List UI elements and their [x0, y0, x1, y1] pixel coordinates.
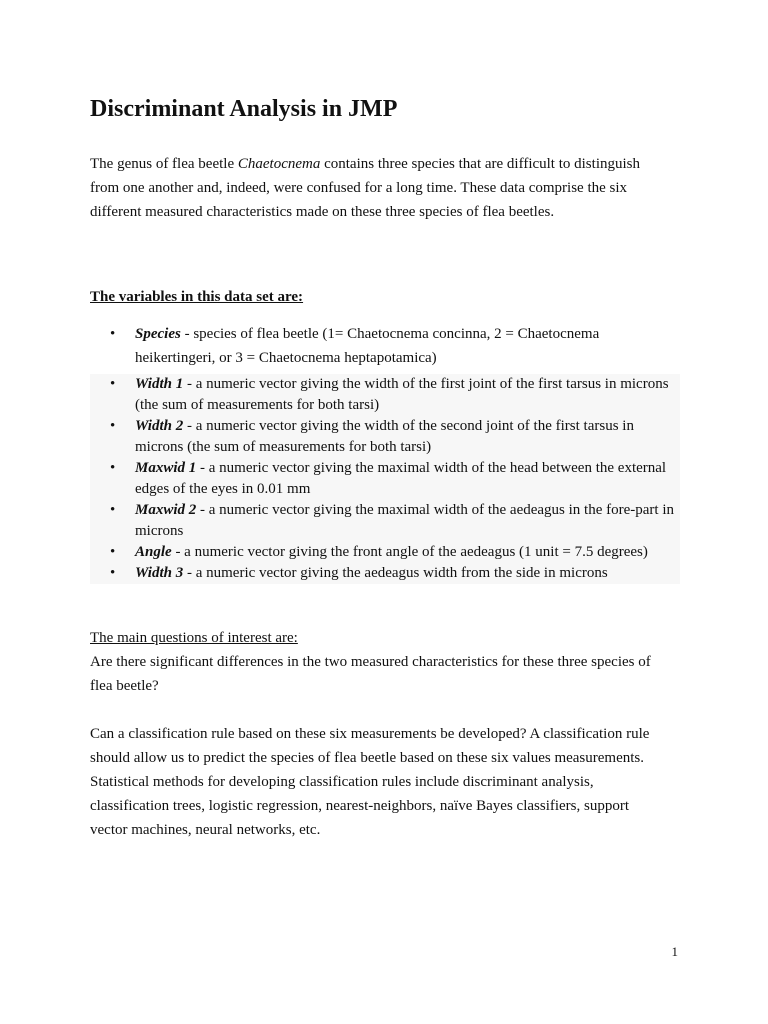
- variable-name: Width 2: [135, 418, 184, 434]
- bullet-icon: •: [110, 418, 116, 434]
- bullet-icon: •: [110, 376, 116, 392]
- variable-name: Width 1: [135, 376, 184, 392]
- variable-name: Species: [135, 326, 181, 342]
- variable-name: Angle: [135, 544, 172, 560]
- variables-heading: The variables in this data set are:: [90, 289, 304, 305]
- questions-heading: The main questions of interest are:: [90, 630, 298, 646]
- variable-name: Width 3: [135, 565, 184, 581]
- variable-description: - a numeric vector giving the front angle of the aedeagus (1 unit = 7.5 degrees): [171, 544, 648, 560]
- page-title: Discriminant Analysis in JMP: [90, 96, 398, 122]
- list-item-angle: [90, 542, 680, 563]
- variable-description: - species of flea beetle (1= Chaetocnema concinna, 2 = Chaetocnema heikertingeri, or 3 = Chaetocnema heptapotamica): [135, 326, 600, 366]
- variable-description: - a numeric vector giving the maximal width of the aedeagus in the fore-part in microns: [135, 502, 675, 539]
- list-item-width-2: [90, 416, 680, 458]
- bullet-icon: •: [110, 460, 116, 476]
- variable-name: Maxwid 2: [135, 502, 197, 518]
- list-item-width-3: [90, 563, 680, 584]
- variable-description: - a numeric vector giving the width of the second joint of the first tarsus in microns (the sum of measurements for both tarsi): [135, 418, 634, 455]
- bullet-icon: •: [110, 326, 116, 342]
- list-item-maxwid-1: [90, 458, 680, 500]
- variables-list: [90, 322, 680, 584]
- list-item-species: [90, 322, 680, 370]
- variable-description: - a numeric vector giving the maximal width of the head between the external edges of the eyes in 0.01 mm: [135, 460, 667, 497]
- question-paragraph-2: Can a classification rule based on these six measurements be developed? A classification rule should allow us to predict the species of flea beetle based on these six values measurements. Statistical methods for developing classification rules include discriminant analysis, classification trees, logistic regression, nearest-neighbors, naïve Bayes classifiers, support vector machines, neural networks, etc.: [90, 726, 650, 838]
- bullet-icon: •: [110, 544, 116, 560]
- intro-text-after: contains three species that are difficult to distinguish from one another and, indeed, were confused for a long time. These data comprise the six different measured characteristics made on these three species of flea beetles.: [90, 156, 640, 220]
- page-number: 1: [671, 944, 678, 959]
- variable-name: Maxwid 1: [135, 460, 197, 476]
- bullet-icon: •: [110, 565, 116, 581]
- intro-paragraph: [90, 152, 650, 224]
- bullet-icon: •: [110, 502, 116, 518]
- list-item-maxwid-2: [90, 500, 680, 542]
- question-paragraph-1: Are there significant differences in the two measured characteristics for these three species of flea beetle?: [90, 654, 651, 694]
- intro-text-before: The genus of flea beetle: [90, 156, 238, 172]
- list-item-width-1: [90, 374, 680, 416]
- variable-description: - a numeric vector giving the aedeagus width from the side in microns: [183, 565, 608, 581]
- genus-name: Chaetocnema: [237, 156, 321, 172]
- variable-description: - a numeric vector giving the width of the first joint of the first tarsus in microns (the sum of measurements for both tarsi): [135, 376, 669, 413]
